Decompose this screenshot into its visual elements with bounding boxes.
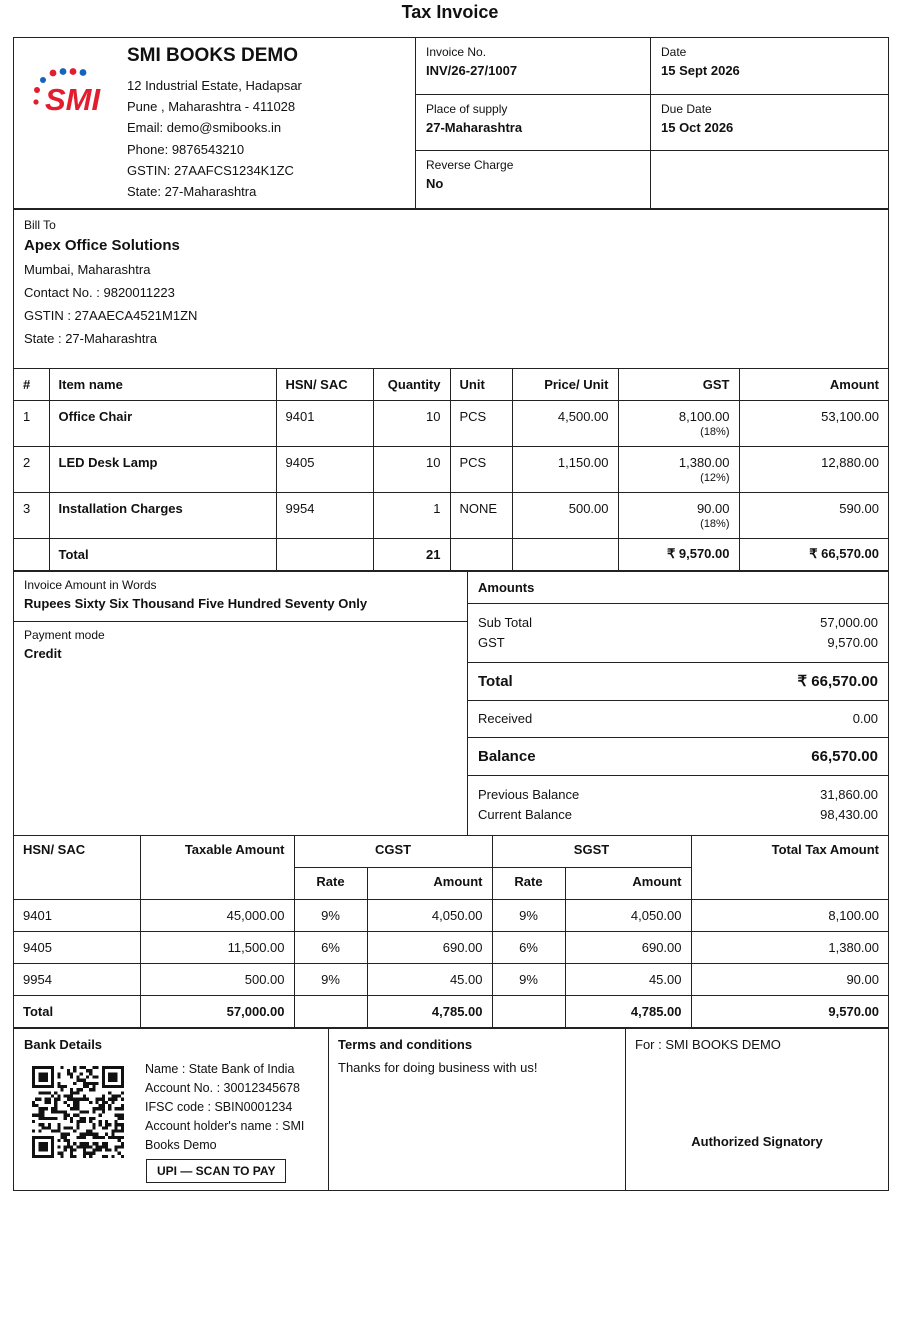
balance-row [468,738,888,776]
summary-section [14,571,888,836]
cgst-rate: 9% [294,900,367,932]
bill-to-line: GSTIN : 27AAECA4521M1ZN [24,308,198,323]
item-gst [618,492,739,538]
item-qty: 1 [373,492,450,538]
tax-total-taxable: 57,000.00 [140,996,294,1028]
balances-block [468,776,888,834]
cgst-rate: 6% [294,932,367,964]
gst-value: 90.00 [696,500,730,516]
gst-value: 9,570.00 [827,635,878,650]
invoice-date: 15 Sept 2026 [661,63,740,78]
bill-to-line: Contact No. : 9820011223 [24,285,175,300]
previous-balance-value: 31,860.00 [820,787,878,802]
company-line: 12 Industrial Estate, Hadapsar [127,78,302,93]
item-no: 2 [14,446,49,492]
item-gst [618,446,739,492]
company-line: GSTIN: 27AAFCS1234K1ZC [127,162,294,178]
subtotal-block [468,604,888,663]
tax-total: 8,100.00 [691,900,888,932]
reverse-label: Reverse Charge [426,158,514,172]
col-unit: Unit [450,369,512,400]
upi-scan-label: UPI — SCAN TO PAY [146,1159,286,1183]
sgst-rate: 9% [492,900,565,932]
item-qty: 10 [373,446,450,492]
cgst-rate: 9% [294,964,367,996]
invoice-no-label: Invoice No. [426,45,487,59]
received-value: 0.00 [852,711,878,726]
cgst-amount: 4,050.00 [367,900,492,932]
company-address [127,75,302,202]
tax-taxable: 500.00 [140,964,294,996]
item-no: 3 [14,492,49,538]
invoice [13,37,889,1191]
sgst-rate: 9% [492,964,565,996]
sgst-amount: 690.00 [565,932,691,964]
place-cell [416,95,651,151]
bill-to-line: State : 27-Maharashtra [24,331,157,346]
item-price: 500.00 [512,492,618,538]
sign-for: For : SMI BOOKS DEMO [635,1037,781,1052]
invoice-footer [14,1028,888,1190]
item-hsn: 9401 [276,400,373,446]
gst-value: 8,100.00 [678,408,730,424]
received-label: Received [478,711,533,726]
bank-line: IFSC code : SBIN0001234 [145,1100,293,1114]
item-unit: PCS [450,446,512,492]
item-no: 1 [14,400,49,446]
subtotal-value: 57,000.00 [820,615,878,630]
items-total-row [14,538,888,570]
tax-hsn: 9401 [14,900,140,932]
terms-block [329,1029,626,1190]
company-line: Pune , Maharashtra - 411028 [127,99,296,115]
tax-summary-table [14,836,888,1029]
previous-balance-label: Previous Balance [478,787,580,802]
due-cell [651,95,888,151]
company-block [14,38,416,208]
tax-col-total: Total Tax Amount [691,836,888,900]
bank-line: Account No. : 30012345678 [145,1081,300,1095]
current-balance-label: Current Balance [478,807,572,822]
reverse-cell [416,151,651,208]
tax-header-row [14,836,888,868]
bank-details [14,1029,329,1190]
gst-percent: (12%) [700,471,730,484]
col-quantity: Quantity [373,369,450,400]
subtotal-label: Sub Total [478,615,532,630]
table-row [14,964,888,996]
tax-total-cgst: 4,785.00 [367,996,492,1028]
payment-value: Credit [24,645,62,661]
total-gst: ₹ 9,570.00 [618,538,739,570]
sgst-rate-header: Rate [492,867,565,899]
table-row [14,492,888,538]
received-row [468,701,888,738]
tax-total-label: Total [14,996,140,1028]
signature-block [626,1029,888,1190]
item-amount: 53,100.00 [739,400,888,446]
place-of-supply: 27-Maharashtra [426,120,523,135]
reverse-charge: No [426,176,444,191]
qr-code-icon[interactable] [32,1066,124,1158]
col-price: Price/ Unit [512,369,618,400]
logo-text: SMI [45,82,101,116]
company-line: Email: demo@smibooks.in [127,120,282,136]
bill-to [14,210,888,369]
col-amount: Amount [739,369,888,400]
page-title: Tax Invoice [401,2,499,22]
col-no: # [14,369,49,400]
tax-taxable: 11,500.00 [140,932,294,964]
sgst-amount-header: Amount [565,867,691,899]
date-cell [651,38,888,95]
cgst-amount: 45.00 [367,964,492,996]
invoice-no: INV/26-27/1007 [426,63,518,78]
cgst-rate-header: Rate [294,867,367,899]
bank-details-label: Bank Details [24,1037,103,1052]
tax-col-taxable: Taxable Amount [140,836,294,900]
amount-in-words [14,572,467,622]
bill-to-label: Bill To [24,218,56,232]
bank-line: Name : State Bank of India [145,1062,295,1076]
col-item-name: Item name [49,369,276,400]
empty-cell [651,151,888,208]
table-row [14,900,888,932]
amounts-label: Amounts [478,579,535,595]
due-date: 15 Oct 2026 [661,120,734,135]
tax-total-amount: 9,570.00 [691,996,888,1028]
sgst-rate: 6% [492,932,565,964]
place-label: Place of supply [426,102,508,116]
company-line: Phone: 9876543210 [127,141,245,157]
total-row [468,663,888,701]
items-table [14,369,888,571]
item-price: 4,500.00 [512,400,618,446]
item-qty: 10 [373,400,450,446]
tax-col-sgst: SGST [492,836,691,868]
tax-total: 1,380.00 [691,932,888,964]
terms-label: Terms and conditions [338,1037,473,1052]
total-amount: ₹ 66,570.00 [739,538,888,570]
terms-text: Thanks for doing business with us! [338,1060,538,1075]
balance-value: 66,570.00 [811,747,878,765]
table-row [14,446,888,492]
tax-taxable: 45,000.00 [140,900,294,932]
item-price: 1,150.00 [512,446,618,492]
company-name: SMI BOOKS DEMO [127,45,299,66]
sgst-amount: 4,050.00 [565,900,691,932]
amounts-header [468,572,888,604]
tax-col-hsn: HSN/ SAC [14,836,140,900]
gst-label: GST [478,635,505,650]
amounts-panel [468,572,888,835]
balance-label: Balance [478,747,536,765]
company-logo [32,68,112,116]
date-label: Date [661,45,687,59]
total-qty: 21 [373,538,450,570]
item-amount: 590.00 [739,492,888,538]
item-hsn: 9405 [276,446,373,492]
invoice-meta [416,38,888,208]
col-gst: GST [618,369,739,400]
table-row [14,400,888,446]
summary-left [14,572,468,835]
bill-to-line: Mumbai, Maharashtra [24,262,151,277]
invoice-header [14,38,888,210]
item-name: Office Chair [49,400,276,446]
payment-mode [14,622,467,667]
item-unit: NONE [450,492,512,538]
authorized-signatory: Authorized Signatory [691,1134,823,1149]
current-balance-value: 98,430.00 [820,807,878,822]
gst-percent: (18%) [700,517,730,530]
company-line: State: 27-Maharashtra [127,184,257,200]
words-value: Rupees Sixty Six Thousand Five Hundred Seventy Only [24,595,368,611]
gst-value: 1,380.00 [678,454,730,470]
bank-line: Account holder's name : SMI Books Demo [145,1119,305,1152]
total-value: ₹ 66,570.00 [797,673,878,690]
item-name: Installation Charges [49,492,276,538]
due-label: Due Date [661,102,712,116]
cgst-amount: 690.00 [367,932,492,964]
total-label: Total [478,672,513,690]
sgst-amount: 45.00 [565,964,691,996]
gst-percent: (18%) [700,425,730,438]
payment-label: Payment mode [24,627,105,642]
tax-total-sgst: 4,785.00 [565,996,691,1028]
invoice-no-cell [416,38,651,95]
item-hsn: 9954 [276,492,373,538]
cgst-amount-header: Amount [367,867,492,899]
bank-info [145,1060,325,1155]
tax-hsn: 9405 [14,932,140,964]
tax-total-row [14,996,888,1028]
item-gst [618,400,739,446]
item-amount: 12,880.00 [739,446,888,492]
tax-hsn: 9954 [14,964,140,996]
items-header [14,369,888,400]
customer-name: Apex Office Solutions [24,237,180,254]
table-row [14,932,888,964]
words-label: Invoice Amount in Words [24,577,157,592]
col-hsn: HSN/ SAC [276,369,373,400]
item-name: LED Desk Lamp [49,446,276,492]
tax-col-cgst: CGST [294,836,492,868]
item-unit: PCS [450,400,512,446]
tax-total: 90.00 [691,964,888,996]
total-label: Total [49,538,276,570]
